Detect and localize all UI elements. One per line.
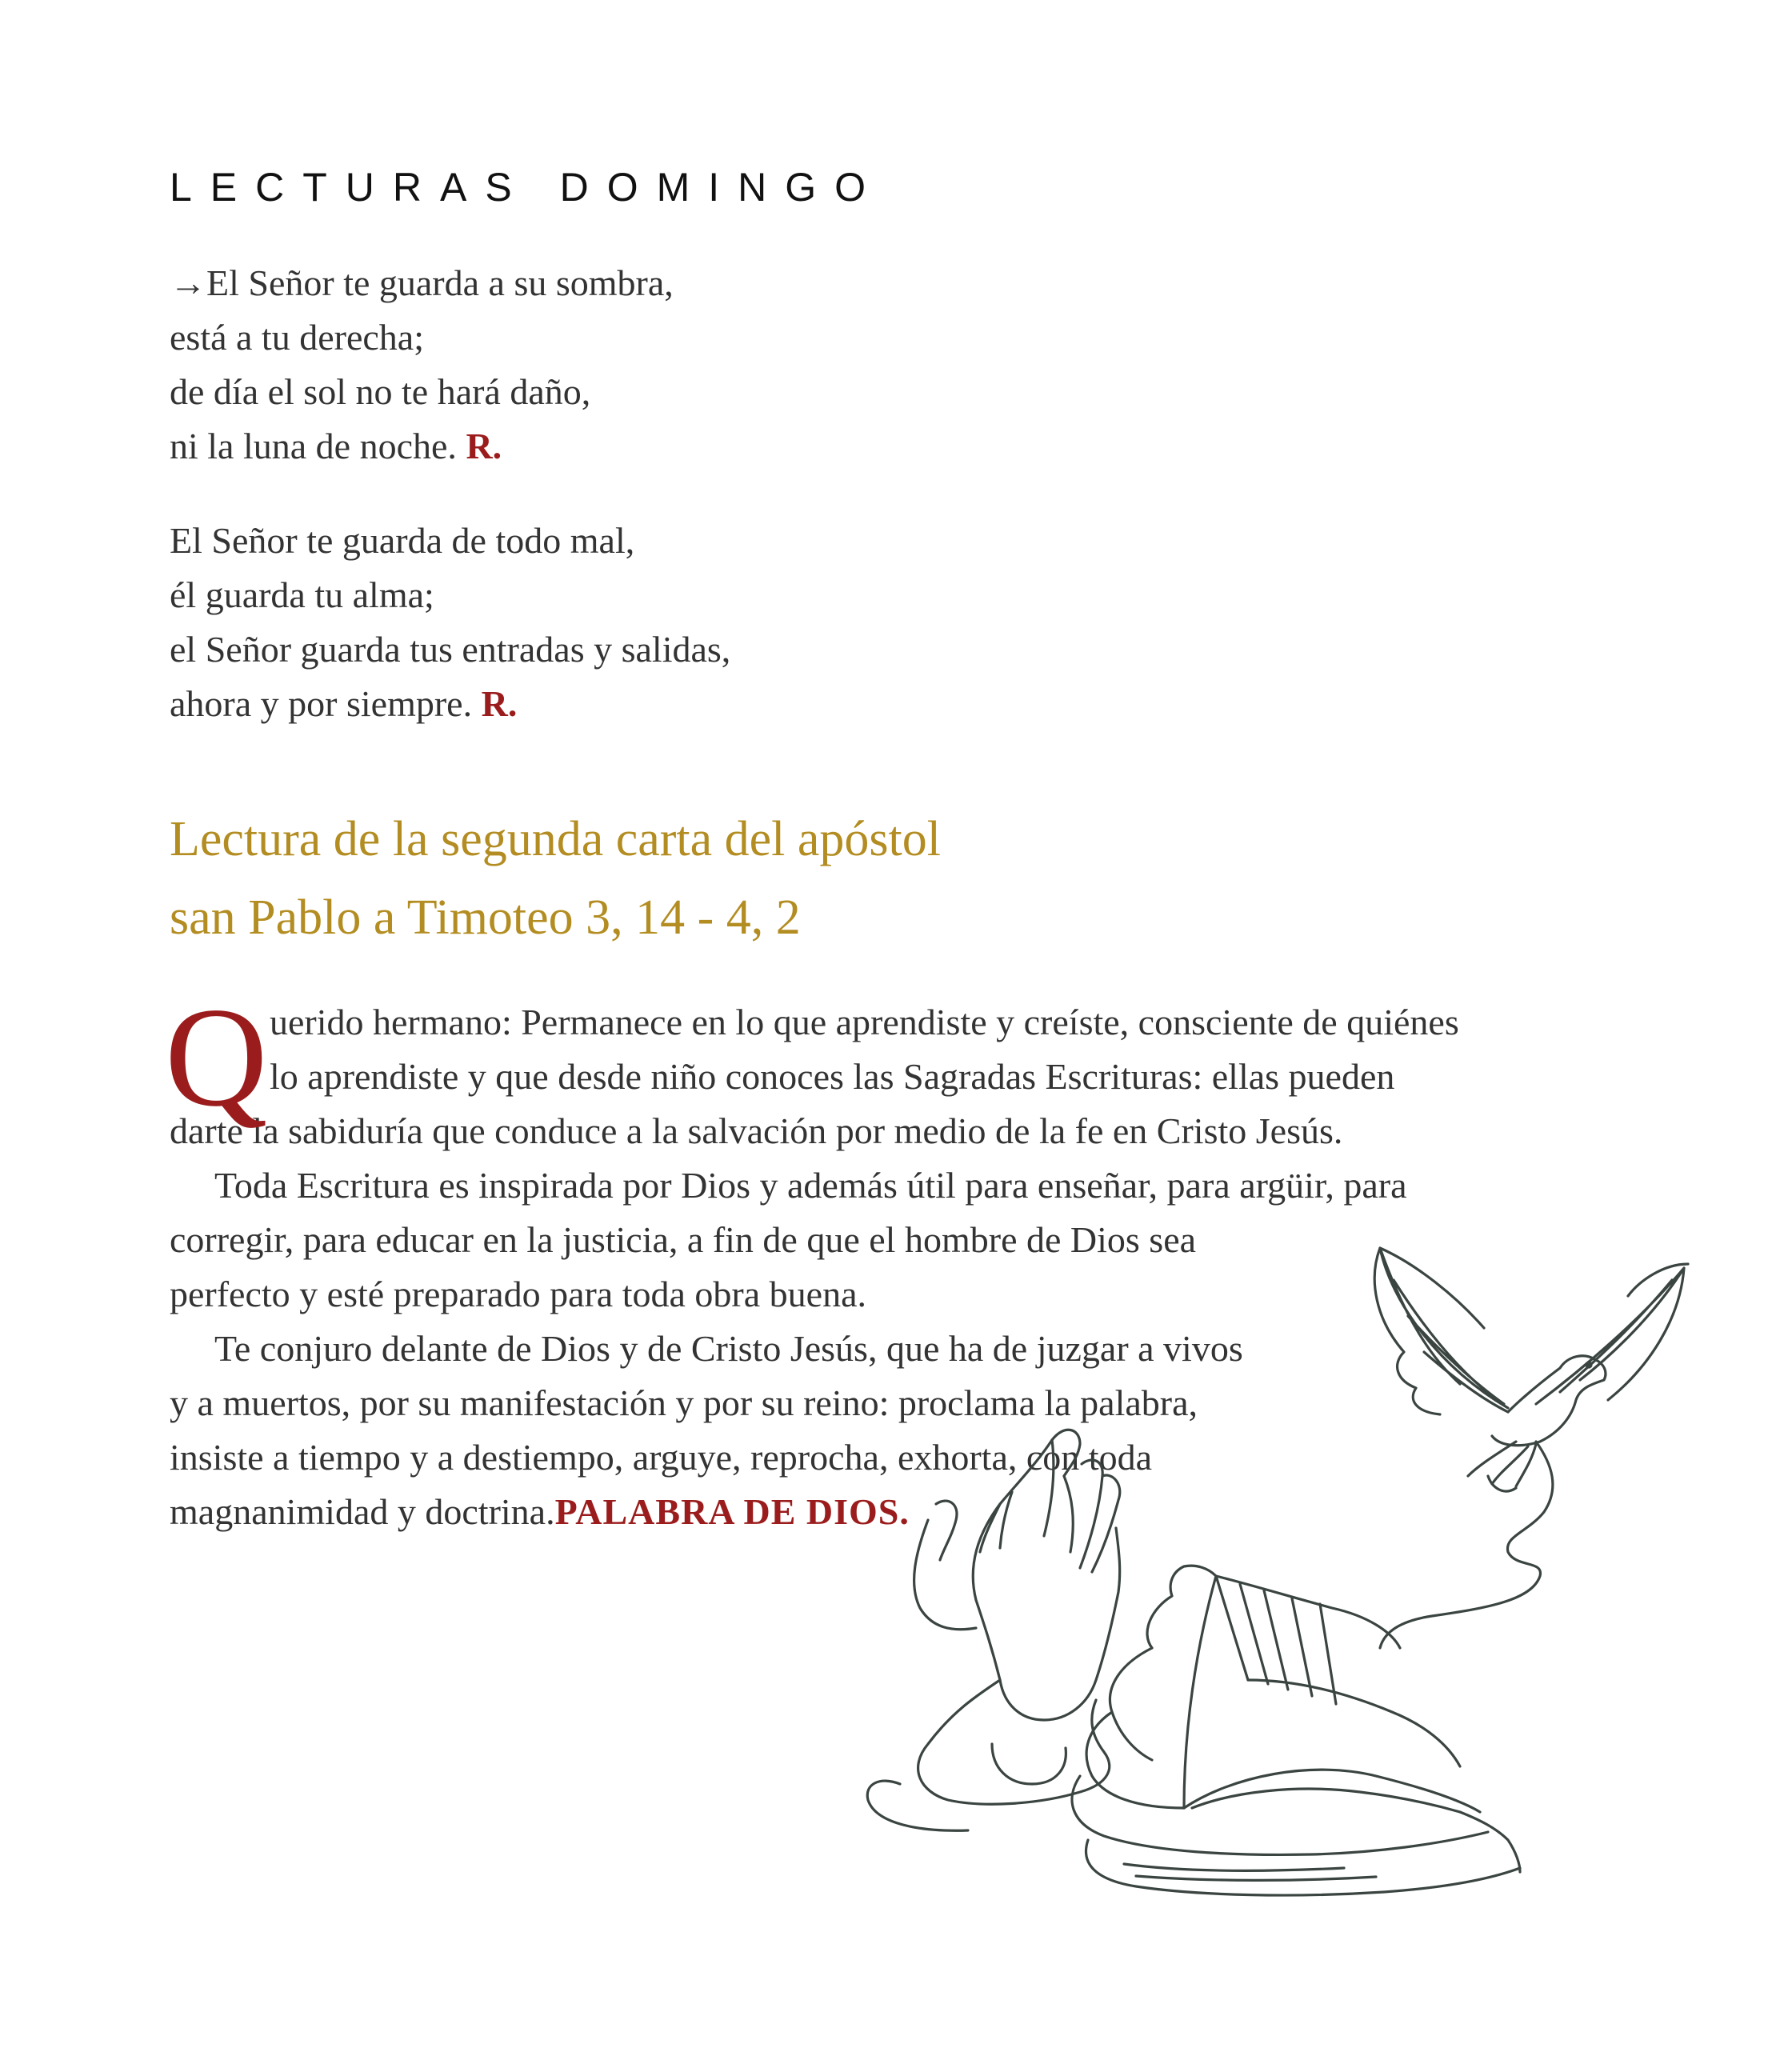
psalm-line-text: ahora y por siempre. xyxy=(170,683,473,724)
reading-title xyxy=(170,800,941,957)
psalm-line: El Señor te guarda de todo mal, xyxy=(170,520,635,561)
psalm-stanza-2 xyxy=(170,514,730,731)
psalm-line-text: ni la luna de noche. xyxy=(170,426,457,466)
open-book-icon xyxy=(1072,1566,1520,1895)
psalm-line: está a tu derecha; xyxy=(170,317,424,358)
line-art-illustration xyxy=(736,1232,1768,1952)
paragraph-line: corregir, para educar en la justicia, a fin de que el hombre de Dios sea xyxy=(170,1219,1197,1260)
psalm-line-last xyxy=(170,677,730,731)
paragraph-line-text: magnanimidad y doctrina. xyxy=(170,1491,555,1532)
praying-hands-icon xyxy=(867,1430,1120,1830)
paragraph-line: perfecto y esté preparado para toda obra buena. xyxy=(170,1274,866,1314)
paragraph-line: y a muertos, por su manifestación y por su reino: proclama la palabra, xyxy=(170,1382,1198,1423)
response-marker: R. xyxy=(481,683,518,724)
reading-title-line: san Pablo a Timoteo 3, 14 - 4, 2 xyxy=(170,890,801,945)
paragraph-1 xyxy=(165,978,1634,1158)
psalm-line: →El Señor te guarda a su sombra, xyxy=(170,262,674,303)
paragraph-line: darte la sabiduría que conduce a la salvación por medio de la fe en Cristo Jesús. xyxy=(170,1110,1343,1151)
dove-icon xyxy=(1374,1248,1688,1648)
paragraph-line: Toda Escritura es inspirada por Dios y además útil para enseñar, para argüir, para xyxy=(214,1165,1407,1206)
response-marker: R. xyxy=(466,426,502,466)
drop-cap: Q xyxy=(165,978,268,1136)
psalm-stanza-1 xyxy=(170,256,674,474)
paragraph-line: Te conjuro delante de Dios y de Cristo Jesús, que ha de juzgar a vivos xyxy=(214,1328,1243,1369)
paragraph-line: insiste a tiempo y a destiempo, arguye, reprocha, exhorta, con toda xyxy=(170,1437,1152,1478)
psalm-line: de día el sol no te hará daño, xyxy=(170,371,591,412)
psalm-line: el Señor guarda tus entradas y salidas, xyxy=(170,629,731,670)
reading-title-line: Lectura de la segunda carta del apóstol xyxy=(170,812,941,866)
psalm-line-last xyxy=(170,419,674,474)
paragraph-line: uerido hermano: Permanece en lo que aprendiste y creíste, consciente de quiénes xyxy=(270,1002,1459,1042)
closing-acclamation: PALABRA DE DIOS. xyxy=(554,1491,910,1532)
paragraph-line: lo aprendiste y que desde niño conoces las Sagradas Escrituras: ellas pueden xyxy=(270,1056,1395,1097)
page-header: LECTURAS DOMINGO xyxy=(170,165,885,210)
psalm-line: él guarda tu alma; xyxy=(170,574,434,615)
